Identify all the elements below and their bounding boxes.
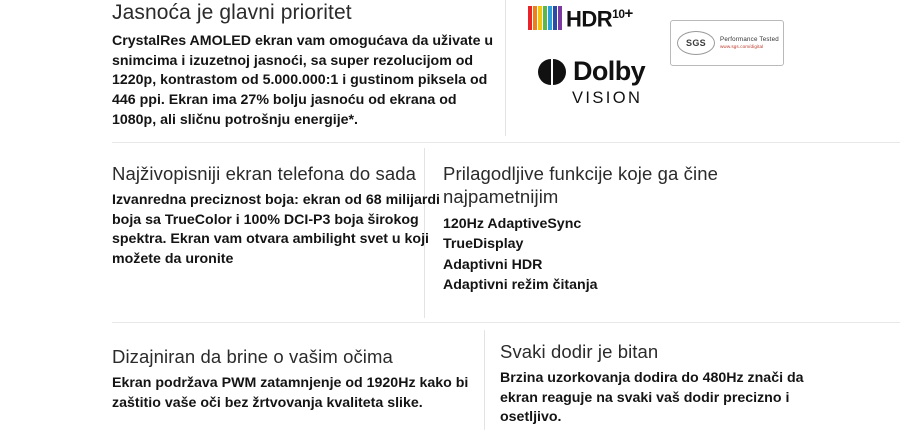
hdr10-number: 10	[612, 7, 625, 21]
vivid-body: Izvanredna preciznost boja: ekran od 68 milijardi boja sa TrueColor i 100% DCI‑P3 boja širokog spektra. Ekran vam otvara ambilight svet u koji možete da uronite	[112, 192, 440, 267]
feature-block-vivid-display	[112, 162, 442, 270]
sgs-line-1: Performance Tested	[720, 36, 779, 44]
dolby-vision-subtext: VISION	[572, 89, 643, 107]
list-item: TrueDisplay	[443, 236, 524, 253]
sgs-text-group	[720, 36, 779, 49]
list-item: 120Hz AdaptiveSync	[443, 216, 582, 233]
touch-heading: Svaki dodir je bitan	[500, 341, 659, 362]
list-item: Adaptivni režim čitanja	[443, 276, 598, 293]
sgs-mark: SGS	[677, 31, 715, 55]
clarity-heading: Jasnoća je glavni prioritet	[112, 1, 352, 24]
smart-feature-list	[443, 214, 773, 295]
smart-heading: Prilagodljive funkcije koje ga čine najpametnijim	[443, 163, 718, 208]
sgs-certification-badge	[670, 20, 784, 66]
eye-care-body: Ekran podržava PWM zatamnjenje od 1920Hz kako bi zaštitio vaše oči bez žrtvovanja kvaliteta slike.	[112, 375, 469, 411]
hdr10-text: HDR	[566, 6, 613, 32]
eye-care-heading: Dizajniran da brine o vašim očima	[112, 346, 393, 367]
dolby-wordmark: Dolby	[573, 56, 646, 86]
touch-body: Brzina uzorkovanja dodira do 480Hz znači da ekran reaguje na svaki vaš dodir precizno i osetljivo.	[500, 370, 804, 426]
feature-block-eye-care	[112, 345, 472, 413]
vivid-heading: Najživopisniji ekran telefona do sada	[112, 163, 416, 184]
dolby-double-d-icon	[538, 59, 566, 85]
divider-col-top	[505, 0, 506, 136]
dolby-vision-logo	[538, 58, 645, 108]
divider-col-bottom	[484, 330, 485, 430]
divider-row-2	[112, 322, 900, 323]
feature-block-clarity	[112, 0, 502, 130]
hdr10-plus-logo	[528, 6, 633, 30]
hdr10-wordmark	[566, 6, 633, 30]
sgs-line-2: www.sgs.com/digital	[720, 44, 764, 50]
hdr10-plus: +	[624, 5, 633, 22]
feature-block-smart-features	[443, 162, 773, 295]
hdr10-color-bars-icon	[528, 6, 563, 30]
feature-block-touch-sampling	[500, 340, 830, 428]
certification-logos	[520, 0, 900, 130]
divider-row-1	[112, 142, 900, 143]
list-item: Adaptivni HDR	[443, 256, 543, 273]
clarity-body: CrystalRes AMOLED ekran vam omogućava da uživate u snimcima i izuzetnoj jasnoći, sa super rezolucijom od 1220p, kontrastom od 5.000.000:1 i gustinom piksela od 446 ppi. Ekran ima 27% bolju jasnoću od ekrana od 1080p, ali sličnu potrošnju energije*.	[112, 33, 494, 128]
